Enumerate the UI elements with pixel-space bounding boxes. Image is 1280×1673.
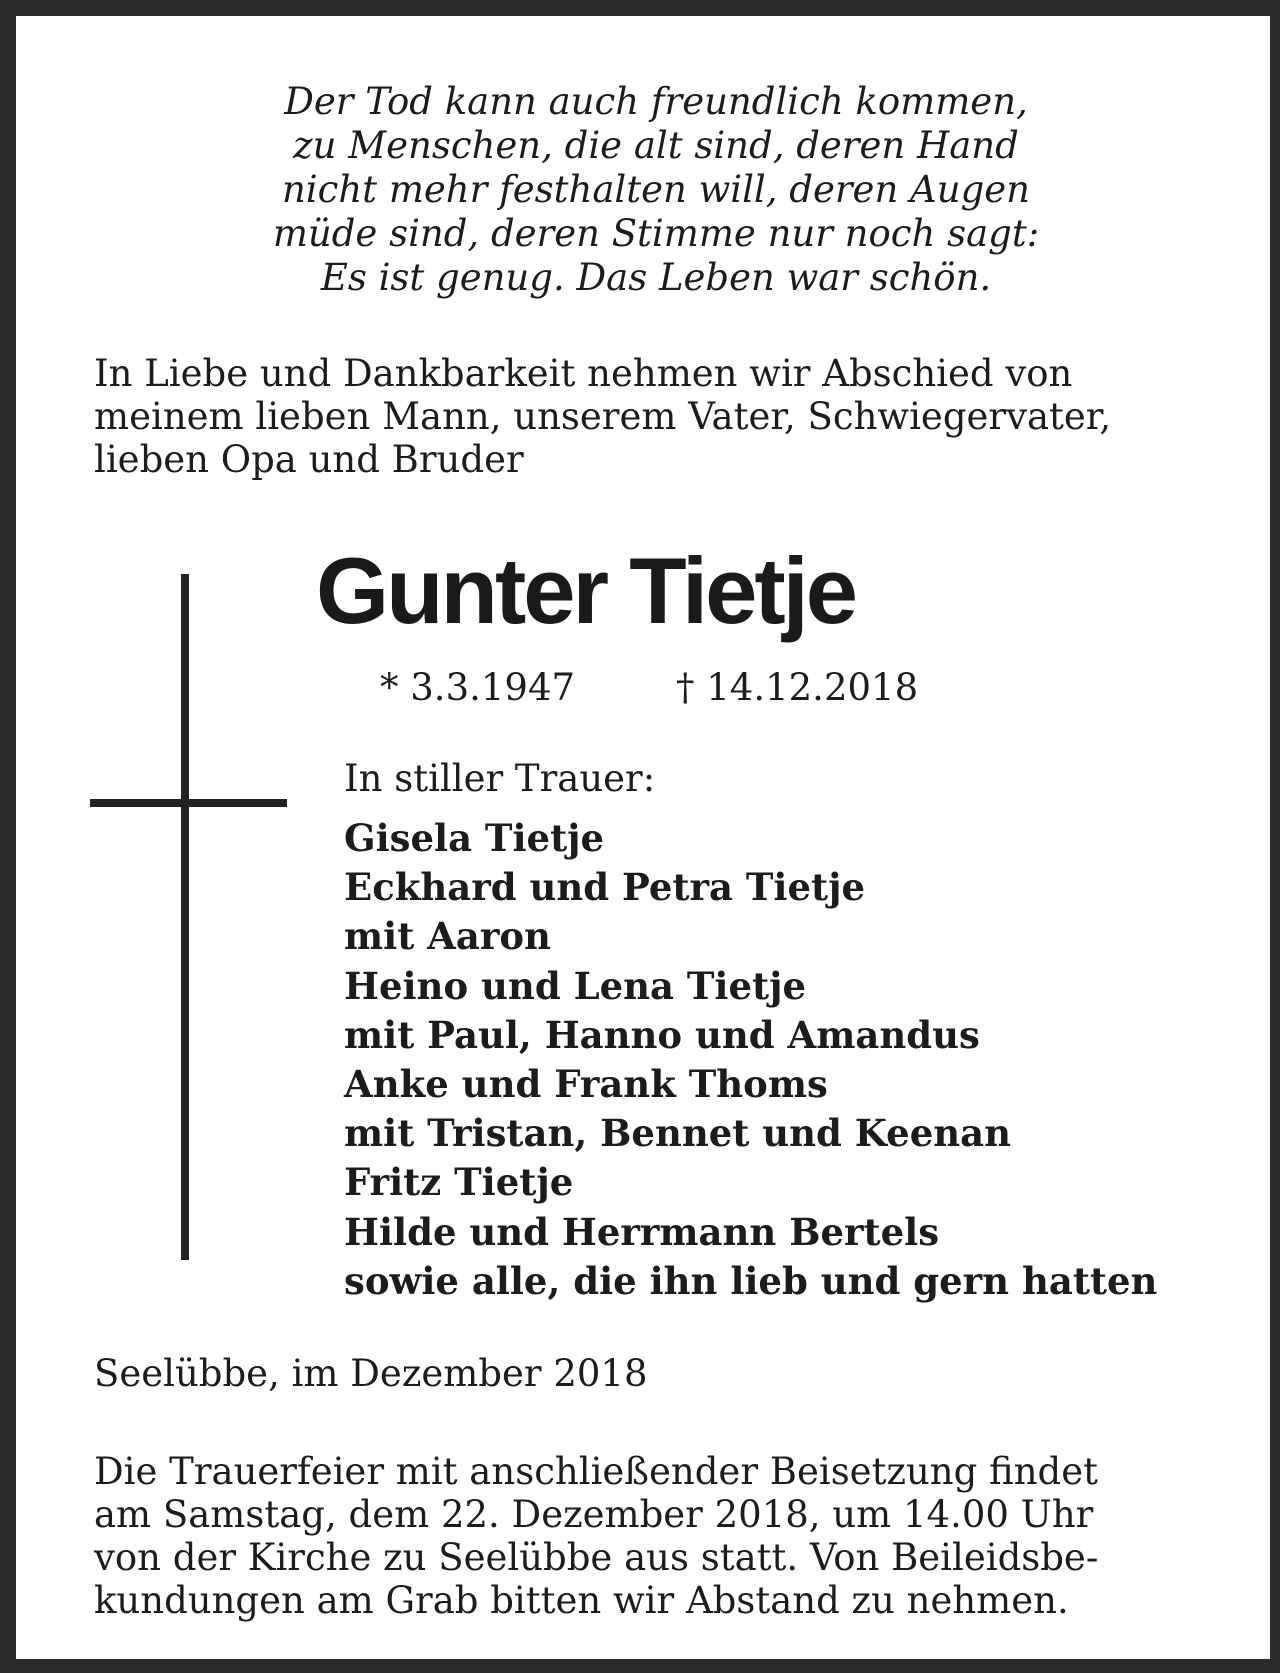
intro-line: meinem lieben Mann, unserem Vater, Schwiegervater, bbox=[94, 395, 1112, 438]
mourner-line: Fritz Tietje bbox=[344, 1160, 574, 1205]
mourner-line: Heino und Lena Tietje bbox=[344, 963, 807, 1008]
mourner-line: Eckhard und Petra Tietje bbox=[344, 865, 865, 910]
funeral-line: kundungen am Grab bitten wir Abstand zu nehmen. bbox=[94, 1579, 1069, 1622]
funeral-line: Die Trauerfeier mit anschließender Beisetzung findet bbox=[94, 1450, 1099, 1493]
deceased-name: Gunter Tietje bbox=[316, 538, 856, 643]
mourner-line: sowie alle, die ihn lieb und gern hatten bbox=[344, 1258, 1158, 1303]
mourning-label: In stiller Trauer: bbox=[344, 757, 656, 800]
birth-date: * 3.3.1947 bbox=[380, 666, 576, 709]
place-date: Seelübbe, im Dezember 2018 bbox=[94, 1352, 648, 1395]
mourner-line: mit Paul, Hanno und Amandus bbox=[344, 1012, 980, 1057]
cross-icon-crossbar bbox=[90, 799, 287, 807]
death-date: † 14.12.2018 bbox=[676, 666, 919, 709]
poem-line: nicht mehr festhalten will, deren Augen bbox=[281, 168, 1031, 211]
funeral-line: von der Kirche zu Seelübbe aus statt. Von Beileidsbe- bbox=[94, 1536, 1099, 1579]
intro-text bbox=[94, 352, 1224, 481]
mourner-line: Anke und Frank Thoms bbox=[344, 1062, 828, 1107]
intro-line: lieben Opa und Bruder bbox=[94, 438, 524, 481]
mourner-line: mit Tristan, Bennet und Keenan bbox=[344, 1111, 1012, 1156]
mourner-line: mit Aaron bbox=[344, 914, 551, 959]
funeral-info bbox=[94, 1450, 1224, 1622]
mourners-list bbox=[344, 814, 1244, 1306]
poem-line: Es ist genug. Das Leben war schön. bbox=[320, 256, 992, 299]
poem bbox=[126, 80, 1186, 300]
poem-line: zu Menschen, die alt sind, deren Hand bbox=[293, 124, 1019, 167]
poem-line: müde sind, deren Stimme nur noch sagt: bbox=[272, 212, 1040, 255]
mourner-line: Gisela Tietje bbox=[344, 816, 605, 860]
poem-line: Der Tod kann auch freundlich kommen, bbox=[284, 80, 1028, 123]
funeral-line: am Samstag, dem 22. Dezember 2018, um 14.00 Uhr bbox=[94, 1493, 1094, 1536]
mourner-line: Hilde und Herrmann Bertels bbox=[344, 1209, 940, 1254]
intro-line: In Liebe und Dankbarkeit nehmen wir Abschied von bbox=[94, 352, 1073, 395]
cross-icon bbox=[181, 574, 189, 1260]
